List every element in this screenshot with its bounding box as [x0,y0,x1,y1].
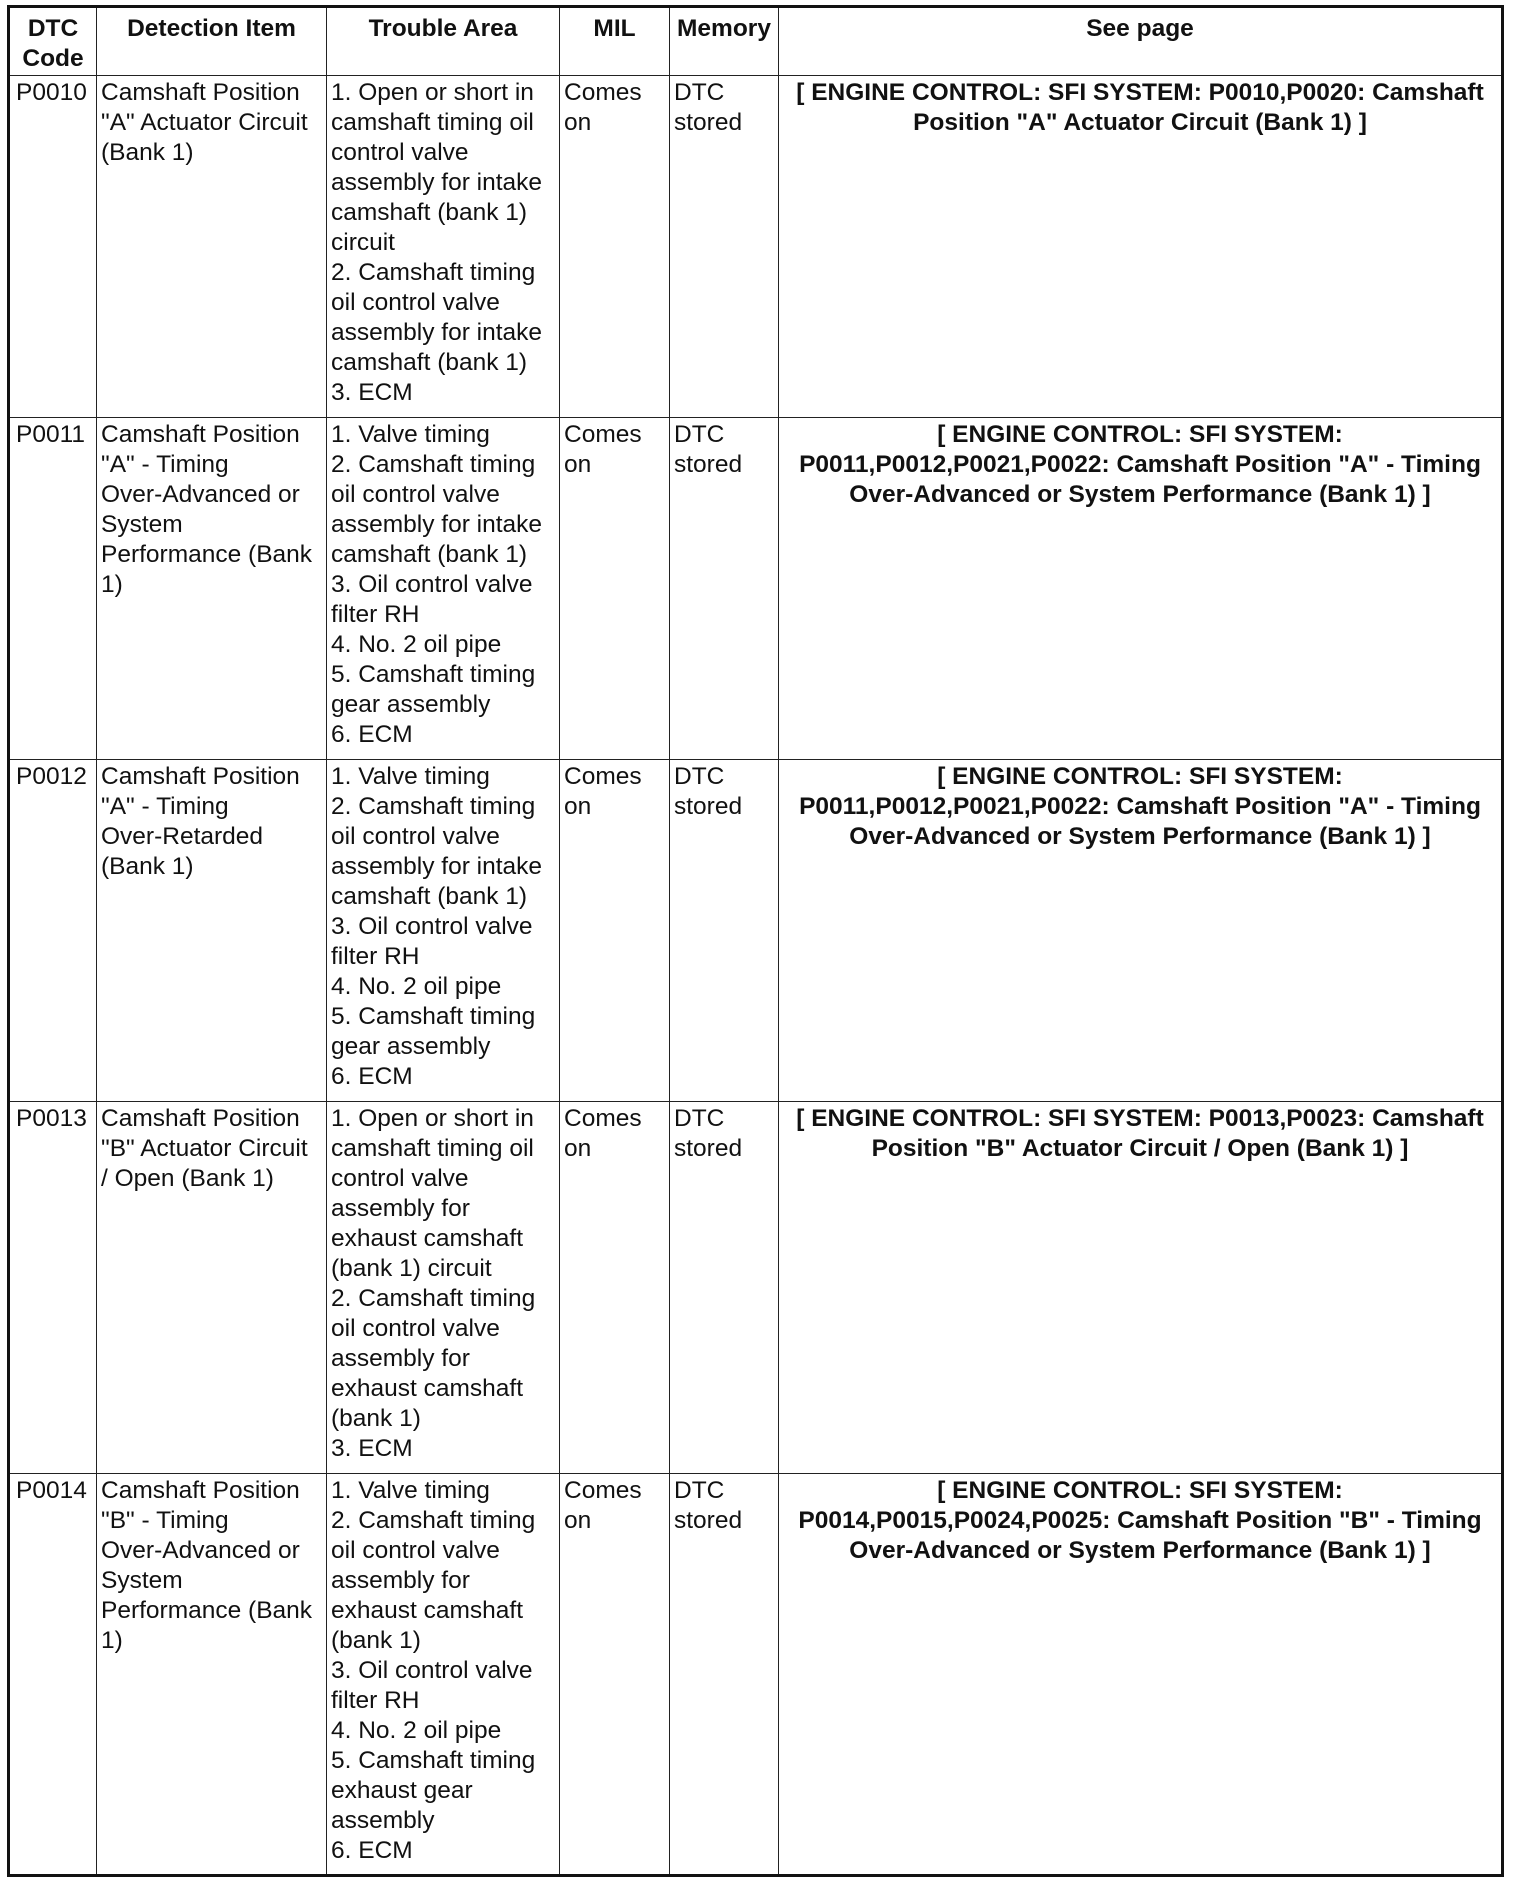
memory-status [670,1102,779,1474]
trouble-area [327,1102,560,1474]
table-row [9,1474,1503,1876]
cell-line: 5. Camshaft timing [331,1003,536,1030]
detection-item [97,760,327,1102]
header-see-page: See page [779,7,1503,76]
cell-line: DTC [674,763,725,790]
cell-line: 2. Camshaft timing [331,1285,536,1312]
cell-line: 6. ECM [331,721,413,748]
table-row [9,1102,1503,1474]
see-page-link[interactable] [779,418,1503,760]
cell-line: 2. Camshaft timing [331,1507,536,1534]
cell-line: assembly [331,1807,435,1834]
cell-line: filter RH [331,601,420,628]
cell-line: 3. Oil control valve [331,571,533,598]
header-detection-item: Detection Item [97,7,327,76]
cell-line: Camshaft Position [101,421,300,448]
cell-line: Comes [564,1477,642,1504]
mil-status [560,760,670,1102]
cell-line: [ ENGINE CONTROL: SFI SYSTEM: P0010,P0020: Camshaft [796,79,1484,106]
cell-line: "A" - Timing [101,451,229,478]
cell-line: 3. Oil control valve [331,913,533,940]
table-row [9,760,1503,1102]
cell-line: DTC [674,1477,725,1504]
cell-line: 4. No. 2 oil pipe [331,973,502,1000]
cell-line: Camshaft Position [101,763,300,790]
cell-line: control valve [331,1165,469,1192]
cell-line: on [564,109,592,136]
mil-status [560,1102,670,1474]
cell-line: 1. Open or short in [331,1105,534,1132]
cell-line: circuit [331,229,395,256]
cell-line: [ ENGINE CONTROL: SFI SYSTEM: P0013,P0023: Camshaft [796,1105,1484,1132]
cell-line: "A" Actuator Circuit [101,109,308,136]
memory-status [670,418,779,760]
mil-status [560,1474,670,1876]
cell-line: System [101,1567,183,1594]
cell-line: oil control valve [331,481,500,508]
header-dtc-code: DTC Code [9,7,97,76]
cell-line: stored [674,1507,743,1534]
cell-line: on [564,793,592,820]
cell-line: 1) [101,1627,123,1654]
cell-line: filter RH [331,943,420,970]
table-row [9,418,1503,760]
cell-line: camshaft (bank 1) [331,199,528,226]
cell-line: gear assembly [331,691,491,718]
cell-line: assembly for [331,1195,470,1222]
cell-line: 1. Valve timing [331,763,490,790]
cell-line: 4. No. 2 oil pipe [331,631,502,658]
cell-line: Over-Advanced or System Performance (Bank 1) ] [849,1537,1431,1564]
cell-line: exhaust camshaft [331,1597,524,1624]
cell-line: "A" - Timing [101,793,229,820]
header-memory: Memory [670,7,779,76]
cell-line: 3. Oil control valve [331,1657,533,1684]
cell-line: camshaft timing oil [331,109,534,136]
dtc-code: P0010 [9,76,97,418]
cell-line: "B" Actuator Circuit [101,1135,308,1162]
see-page-link[interactable] [779,76,1503,418]
cell-line: 4. No. 2 oil pipe [331,1717,502,1744]
cell-line: DTC [674,79,725,106]
cell-line: stored [674,793,743,820]
cell-line: Over-Advanced or System Performance (Bank 1) ] [849,481,1431,508]
header-row [9,7,1503,76]
memory-status [670,1474,779,1876]
cell-line: P0011,P0012,P0021,P0022: Camshaft Position "A" - Timing [799,451,1481,478]
cell-line: 6. ECM [331,1063,413,1090]
mil-status [560,76,670,418]
detection-item [97,418,327,760]
see-page-link[interactable] [779,760,1503,1102]
memory-status [670,76,779,418]
cell-line: Performance (Bank [101,1597,313,1624]
cell-line: oil control valve [331,289,500,316]
cell-line: Over-Advanced or [101,1537,300,1564]
cell-line: 1) [101,571,123,598]
cell-line: on [564,1135,592,1162]
dtc-code: P0014 [9,1474,97,1876]
cell-line: DTC [674,1105,725,1132]
cell-line: exhaust gear [331,1777,473,1804]
see-page-link[interactable] [779,1102,1503,1474]
cell-line: "B" - Timing [101,1507,229,1534]
cell-line: System [101,511,183,538]
cell-line: 6. ECM [331,1837,413,1864]
cell-line: Comes [564,421,642,448]
cell-line: Over-Advanced or [101,481,300,508]
cell-line: Performance (Bank [101,541,313,568]
cell-line: Comes [564,79,642,106]
trouble-area [327,418,560,760]
cell-line: [ ENGINE CONTROL: SFI SYSTEM: [937,421,1343,448]
cell-line: camshaft (bank 1) [331,349,528,376]
trouble-area [327,1474,560,1876]
cell-line: P0011,P0012,P0021,P0022: Camshaft Position "A" - Timing [799,793,1481,820]
cell-line: (Bank 1) [101,139,194,166]
cell-line: gear assembly [331,1033,491,1060]
detection-item [97,76,327,418]
table-row [9,76,1503,418]
cell-line: stored [674,451,743,478]
cell-line: [ ENGINE CONTROL: SFI SYSTEM: [937,763,1343,790]
cell-line: Comes [564,763,642,790]
cell-line: exhaust camshaft [331,1375,524,1402]
cell-line: stored [674,109,743,136]
cell-line: assembly for intake [331,853,543,880]
cell-line: 3. ECM [331,379,413,406]
dtc-code: P0012 [9,760,97,1102]
cell-line: camshaft (bank 1) [331,541,528,568]
see-page-link[interactable] [779,1474,1503,1876]
cell-line: Comes [564,1105,642,1132]
cell-line: (bank 1) [331,1405,421,1432]
cell-line: 1. Valve timing [331,421,490,448]
cell-line: Camshaft Position [101,1477,300,1504]
cell-line: 2. Camshaft timing [331,793,536,820]
dtc-code: P0013 [9,1102,97,1474]
cell-line: Over-Retarded [101,823,264,850]
cell-line: / Open (Bank 1) [101,1165,274,1192]
cell-line: (bank 1) [331,1627,421,1654]
cell-line: 3. ECM [331,1435,413,1462]
cell-line: [ ENGINE CONTROL: SFI SYSTEM: [937,1477,1343,1504]
cell-line: oil control valve [331,1315,500,1342]
cell-line: camshaft timing oil [331,1135,534,1162]
dtc-code: P0011 [9,418,97,760]
cell-line: assembly for intake [331,511,543,538]
detection-item [97,1474,327,1876]
dtc-table [7,5,1504,1877]
header-mil: MIL [560,7,670,76]
cell-line: exhaust camshaft [331,1225,524,1252]
cell-line: filter RH [331,1687,420,1714]
trouble-area [327,76,560,418]
cell-line: camshaft (bank 1) [331,883,528,910]
cell-line: (Bank 1) [101,853,194,880]
cell-line: 2. Camshaft timing [331,451,536,478]
cell-line: assembly for [331,1345,470,1372]
detection-item [97,1102,327,1474]
trouble-area [327,760,560,1102]
cell-line: control valve [331,139,469,166]
cell-line: 5. Camshaft timing [331,1747,536,1774]
cell-line: Position "B" Actuator Circuit / Open (Bank 1) ] [871,1135,1409,1162]
cell-line: Camshaft Position [101,79,300,106]
memory-status [670,760,779,1102]
cell-line: Position "A" Actuator Circuit (Bank 1) ] [913,109,1367,136]
cell-line: 1. Valve timing [331,1477,490,1504]
cell-line: 1. Open or short in [331,79,534,106]
cell-line: oil control valve [331,1537,500,1564]
header-trouble-area: Trouble Area [327,7,560,76]
cell-line: DTC [674,421,725,448]
cell-line: Over-Advanced or System Performance (Bank 1) ] [849,823,1431,850]
cell-line: (bank 1) circuit [331,1255,492,1282]
mil-status [560,418,670,760]
cell-line: stored [674,1135,743,1162]
cell-line: assembly for [331,1567,470,1594]
cell-line: on [564,451,592,478]
cell-line: oil control valve [331,823,500,850]
cell-line: Camshaft Position [101,1105,300,1132]
cell-line: 2. Camshaft timing [331,259,536,286]
cell-line: 5. Camshaft timing [331,661,536,688]
cell-line: assembly for intake [331,169,543,196]
cell-line: assembly for intake [331,319,543,346]
cell-line: on [564,1507,592,1534]
cell-line: P0014,P0015,P0024,P0025: Camshaft Position "B" - Timing [798,1507,1482,1534]
